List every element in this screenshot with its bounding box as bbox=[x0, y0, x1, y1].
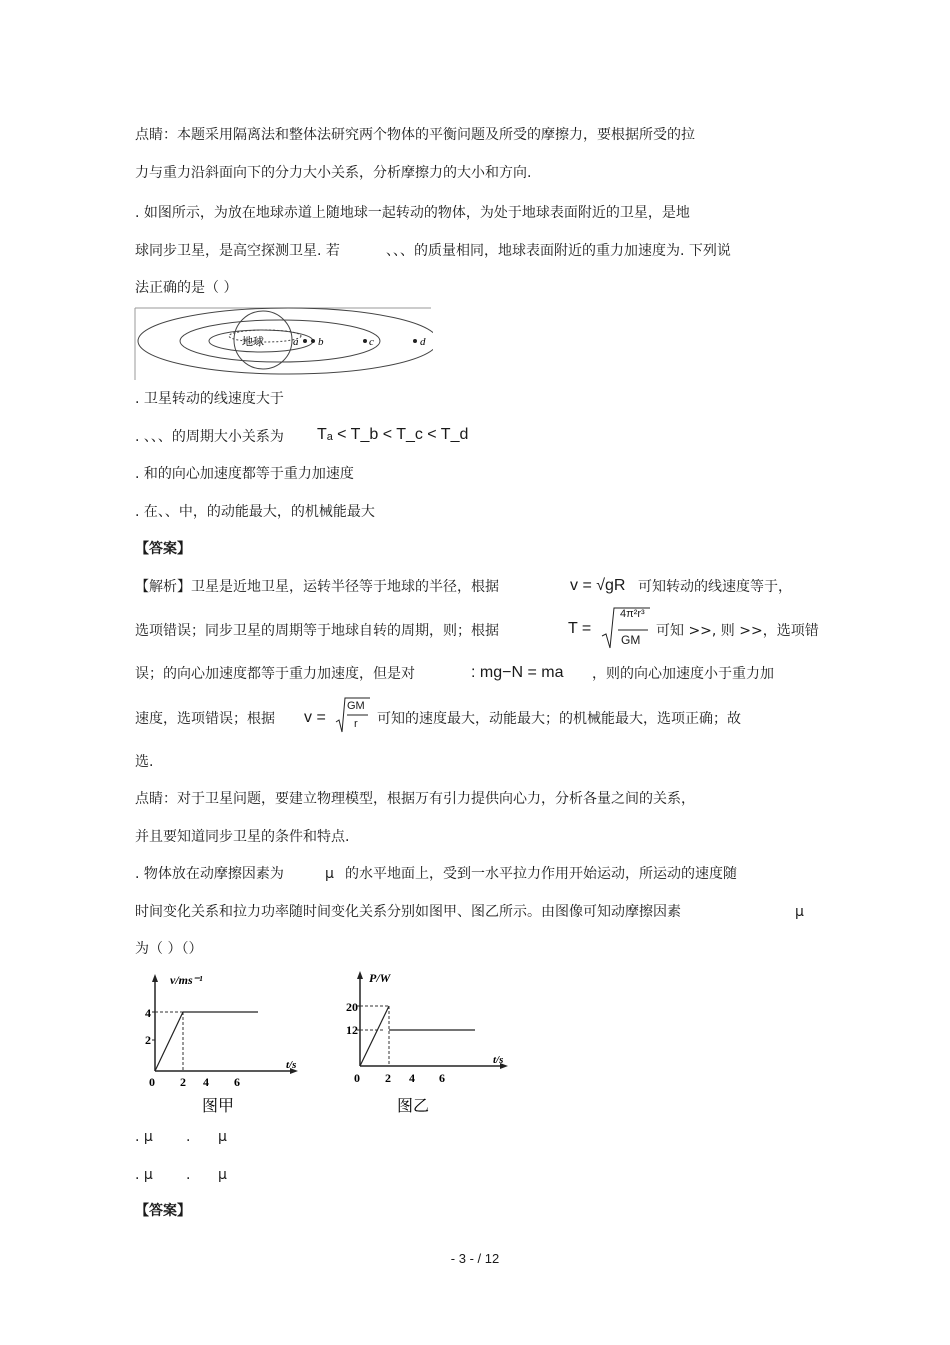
option-c-mu: . μ bbox=[135, 1167, 153, 1183]
option-b: . 、、、的周期大小关系为 bbox=[135, 429, 284, 445]
point-d bbox=[413, 339, 417, 343]
t-axis-label-1: t/s bbox=[286, 1059, 297, 1071]
formula-v-sqrt-gR: v = √gR bbox=[570, 577, 626, 594]
explanation-line-2a: 选项错误；同步卫星的周期等于地球自转的周期，则；根据 bbox=[135, 623, 499, 639]
label-b: b bbox=[318, 336, 324, 348]
point-b bbox=[311, 339, 315, 343]
v-axis-label: v/ms⁻¹ bbox=[170, 973, 203, 987]
y-tick-20: 20 bbox=[346, 1000, 358, 1014]
formula-T-denominator: GM bbox=[621, 633, 641, 647]
option-d: . 在、、中，的动能最大，的机械能最大 bbox=[135, 504, 375, 520]
y-tick-4: 4 bbox=[145, 1006, 151, 1020]
tip-line-2: 力与重力沿斜面向下的分力大小关系，分析摩擦力的大小和方向. bbox=[135, 165, 532, 181]
tip2-line-2: 并且要知道同步卫星的条件和特点. bbox=[135, 829, 350, 845]
v-accel-segment bbox=[155, 1012, 183, 1071]
formula-v-lhs: v = bbox=[304, 709, 326, 726]
option-a-mu: . μ bbox=[135, 1129, 153, 1145]
option-b-mu: μ bbox=[218, 1129, 227, 1145]
equator-dashed bbox=[229, 330, 301, 342]
tip-line-1: 点睛：本题采用隔离法和整体法研究两个物体的平衡问题及所受的摩擦力，要根据所受的拉 bbox=[135, 127, 695, 143]
v-axis-arrow bbox=[152, 974, 158, 982]
earth-label: 地球 bbox=[242, 336, 264, 348]
question2-line-3: 为（ ）（） bbox=[135, 941, 203, 957]
x2-tick-0: 0 bbox=[354, 1071, 360, 1085]
t-axis-label-2: t/s bbox=[493, 1054, 504, 1066]
option-d-dot: . bbox=[186, 1167, 191, 1183]
velocity-time-graph bbox=[140, 966, 310, 1116]
p-rise-segment bbox=[360, 1006, 389, 1066]
option-a: . 卫星转动的线速度大于 bbox=[135, 391, 284, 407]
formula-v-numerator: GM bbox=[347, 700, 365, 712]
question1-line-2b: 、、、的质量相同，地球表面附近的重力加速度为. 下列说 bbox=[386, 243, 731, 259]
x-tick-6: 6 bbox=[234, 1075, 240, 1089]
formula-T-lhs: T = bbox=[568, 620, 592, 637]
explanation-line-2b: 可知 >>, 则 >>，选项错 bbox=[656, 623, 819, 639]
option-c: . 和的向心加速度都等于重力加速度 bbox=[135, 466, 354, 482]
x-tick-4: 4 bbox=[203, 1075, 209, 1089]
formula-v-denominator: r bbox=[354, 718, 358, 730]
p-axis-label: P/W bbox=[369, 971, 391, 985]
question2-line-2a: 时间变化关系和拉力功率随时间变化关系分别如图甲、图乙所示。由图像可知动摩擦因素 bbox=[135, 904, 681, 920]
x2-tick-4: 4 bbox=[409, 1071, 415, 1085]
orbit-figure bbox=[133, 306, 433, 382]
label-a: a bbox=[293, 336, 299, 348]
question1-line-2a: 球同步卫星，是高空探测卫星. 若 bbox=[135, 243, 340, 259]
explanation-line-3a: 误；的向心加速度都等于重力加速度，但是对 bbox=[135, 666, 415, 682]
answer-label-2: 【答案】 bbox=[135, 1203, 191, 1219]
label-d: d bbox=[420, 336, 426, 348]
caption-yi: 图乙 bbox=[397, 1098, 430, 1115]
power-time-graph bbox=[345, 966, 515, 1116]
explanation-line-4b: 可知的速度最大，动能最大；的机械能最大，选项正确；故 bbox=[377, 711, 741, 727]
question1-line-3: 法正确的是（ ） bbox=[135, 280, 238, 296]
option-b-dot: . bbox=[186, 1129, 191, 1145]
formula-newton: : mg−N = ma bbox=[471, 664, 564, 681]
page-number: - 3 - / 12 bbox=[450, 1251, 500, 1266]
caption-jia: 图甲 bbox=[202, 1098, 235, 1115]
p-axis-arrow bbox=[357, 971, 363, 979]
label-c: c bbox=[369, 336, 374, 348]
y-tick-12: 12 bbox=[346, 1023, 358, 1037]
x-tick-0: 0 bbox=[149, 1075, 155, 1089]
orbit-c bbox=[180, 320, 380, 362]
y-tick-2: 2 bbox=[145, 1033, 151, 1047]
question1-line-1: . 如图所示，为放在地球赤道上随地球一起转动的物体，为处于地球表面附近的卫星，是地 bbox=[135, 205, 690, 221]
tip2-line-1: 点睛：对于卫星问题，要建立物理模型，根据万有引力提供向心力，分析各量之间的关系， bbox=[135, 791, 695, 807]
option-d-mu: μ bbox=[218, 1167, 227, 1183]
x2-tick-6: 6 bbox=[439, 1071, 445, 1085]
point-a bbox=[303, 339, 307, 343]
explanation-line-1a: 【解析】卫星是近地卫星，运转半径等于地球的半径，根据 bbox=[135, 579, 499, 595]
explanation-line-4a: 速度，选项错误；根据 bbox=[135, 711, 275, 727]
formula-T-numerator: 4π²r³ bbox=[620, 608, 645, 620]
answer-label-1: 【答案】 bbox=[135, 541, 191, 557]
question2-line-1a: . 物体放在动摩擦因素为 bbox=[135, 866, 284, 882]
explanation-line-5: 选. bbox=[135, 754, 154, 770]
explanation-line-1b: 可知转动的线速度等于， bbox=[638, 579, 792, 595]
explanation-line-3b: ，则的向心加速度小于重力加 bbox=[592, 666, 774, 682]
option-b-formula: Tₐ < T_b < T_c < T_d bbox=[317, 426, 469, 443]
mu-symbol-1: μ bbox=[325, 866, 334, 882]
mu-symbol-2: μ bbox=[795, 904, 804, 920]
point-c bbox=[363, 339, 367, 343]
x2-tick-2: 2 bbox=[385, 1071, 391, 1085]
x-tick-2: 2 bbox=[180, 1075, 186, 1089]
question2-line-1b: 的水平地面上，受到一水平拉力作用开始运动，所运动的速度随 bbox=[345, 866, 737, 882]
